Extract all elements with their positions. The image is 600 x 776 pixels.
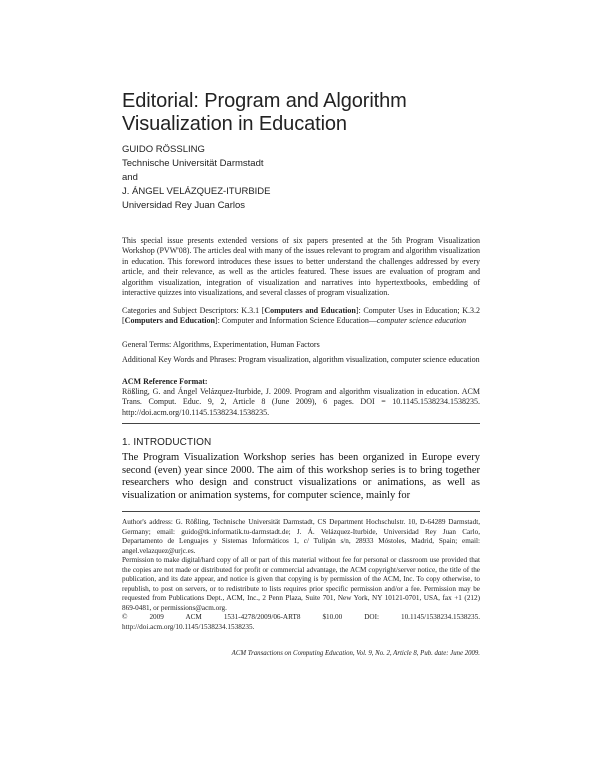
author-separator: and [122,172,138,183]
footnote-divider [122,511,480,512]
section-body: The Program Visualization Workshop series has been organized in Europe every second (even) year since 2000. The aim of this workshop series is to bring together researchers who design and construct visualizations or animations, as well as visualization or animation systems, for computer science, mainly for [122,452,480,501]
author-1-name: GUIDO RÖSSLING [122,144,205,155]
running-footer: ACM Transactions on Computing Education, Vol. 9, No. 2, Article 8, Pub. date: June 2009. [231,650,480,657]
author-2-name: J. ÁNGEL VELÁZQUEZ-ITURBIDE [122,186,271,197]
footnote [122,518,480,632]
ccs-mid-2: ]: Computer and Information Science Education— [214,316,377,326]
abstract: This special issue presents extended versions of six papers presented at the 5th Program Visualization Workshop (PVW'08). The articles deal with many of the issues relevant to program and algorithm visualization in education. This foreword introduces these issues to better understand the challenges addressed by every article, and their relevance, as well as the articles featured. These issues are evaluation of program and algorithm visualization, integration of visualization and narratives into hypertextbooks, embedding of interactive quizzes into visualizations, and several classes of program visualization. [122,236,480,298]
ccs-descriptors [122,306,480,327]
ccs-prefix: Categories and Subject Descriptors: K.3.1 [ [122,306,265,315]
author-block [122,143,522,213]
section-divider [122,423,480,424]
reference-heading: ACM Reference Format: [122,377,208,386]
title-line-2: Visualization in Education [122,113,347,135]
section-heading: 1. INTRODUCTION [122,437,212,448]
ccs-topic: computer science education [376,316,467,326]
ccs-mid-1: ]: Computer Uses in Education; K.3.2 [ [122,306,480,326]
ccs-category-2: Computers and Education [124,316,215,326]
author-1-affiliation: Technische Universität Darmstadt [122,158,264,169]
reference-text: Rößling, G. and Ángel Velázquez-Iturbide, J. 2009. Program and algorithm visualization in education. ACM Trans. Comput. Educ. 9, 2, Article 8 (June 2009), 6 pages. DOI = 10.1145.1538234.1538235. http://doi.acm.org/10.1145.1538234.1538235. [122,387,480,417]
general-terms: General Terms: Algorithms, Experimentation, Human Factors [122,340,320,349]
keywords: Additional Key Words and Phrases: Program visualization, algorithm visualization, computer science education [122,355,480,364]
title-line-1: Editorial: Program and Algorithm [122,90,407,112]
paper-title [122,90,522,136]
ccs-category-1: Computers and Education [264,306,356,315]
footnote-copyright: © 2009 ACM 1531-4278/2009/06-ART8 $10.00 DOI: 10.1145/1538234.1538235. http://doi.acm.org/10.1145/1538234.1538235. [122,613,480,631]
footnote-address: Author's address: G. Rößling, Technische Universität Darmstadt, CS Department Hochschulstr. 10, D-64289 Darmstadt, Germany; email: guido@tk.informatik.tu-darmstadt.de; J. Á. Velázquez-Iturbide, Universidad Rey Juan Carlo, Departamento de Lenguajes y Sistemas Informáticos 1, c/ Tulipán s/n, 28933 Móstoles, Madrid, Spain; email: angel.velazquez@urjc.es. [122,518,480,555]
author-2-affiliation: Universidad Rey Juan Carlos [122,200,246,211]
footnote-permission: Permission to make digital/hard copy of all or part of this material without fee for personal or classroom use provided that the copies are not made or distributed for profit or commercial advantage, the ACM copyright/server notice, the title of the publication, and its date appear, and notice is given that copying is by permission of the ACM, Inc. To copy otherwise, to republish, to post on servers, or to redistribute to lists requires prior specific permission and/or a fee. Permission may be requested from Publications Dept., ACM, Inc., 2 Penn Plaza, Suite 701, New York, NY 10121-0701, USA, fax +1 (212) 869-0481, or permissions@acm.org. [122,556,480,612]
